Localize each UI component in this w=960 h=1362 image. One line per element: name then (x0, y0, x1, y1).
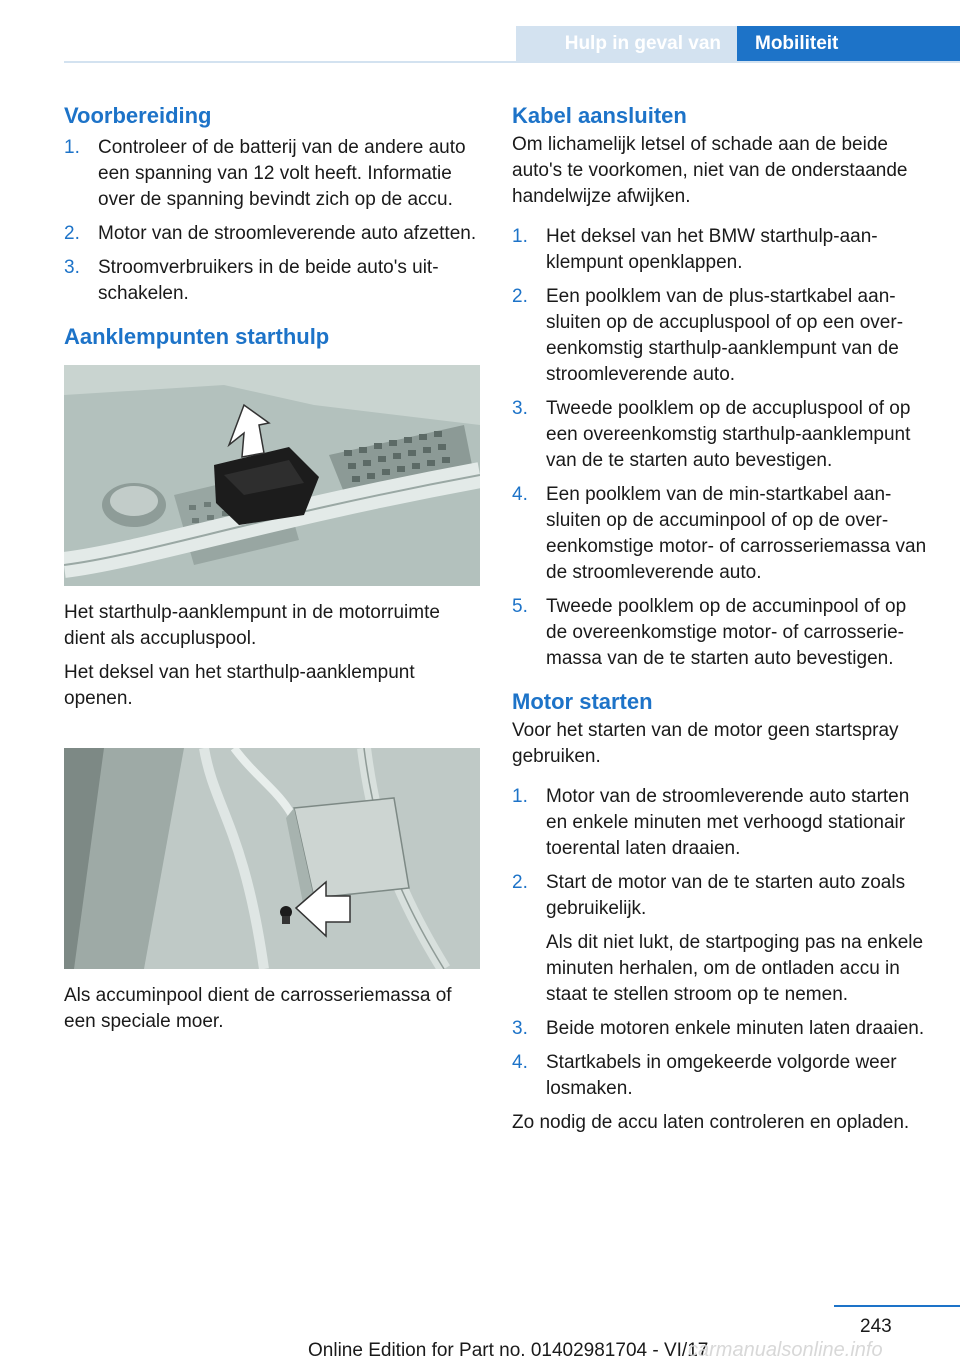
ground-point-illustration (64, 748, 480, 969)
step-number: 3. (512, 1018, 528, 1039)
header-rule (64, 61, 960, 63)
list-item (512, 870, 932, 1008)
step-text: Een poolklem van de plus-startkabel aansluiten op de accupluspool of op een overeenkomstig starthulp-aanklempunt van de stroomleverende auto. (546, 286, 904, 385)
page-number: 243 (860, 1316, 892, 1337)
step-number: 3. (512, 398, 528, 419)
start-heading: Motor starten (512, 689, 653, 714)
list-item (512, 594, 932, 672)
chapter-tab: Mobiliteit (737, 26, 960, 62)
points-heading: Aanklempunten starthulp (64, 324, 330, 349)
list-item (64, 135, 482, 213)
step-number: 2. (512, 286, 528, 307)
section-tab: Hulp in geval van pech (516, 26, 737, 62)
prep-heading: Voorbereiding (64, 103, 212, 128)
footer-rule (834, 1305, 960, 1307)
list-item (512, 1050, 932, 1102)
step-text: Motor van de stroomleverende auto starten en enkele minuten met verhoogd stationair toerental laten draaien. (546, 786, 910, 859)
list-item (64, 255, 482, 307)
fig1-caption-2: Het deksel van het starthulp-aanklempunt openen. (64, 662, 415, 709)
step-text: Beide motoren enkele minuten laten draaien. (546, 1018, 925, 1039)
step-number: 2. (512, 872, 528, 893)
cable-steps (512, 224, 932, 672)
step-text: Stroomverbruikers in de beide auto's uitschakelen. (98, 257, 439, 304)
start-intro: Voor het starten van de motor geen startspray gebruiken. (512, 720, 899, 767)
step-number: 3. (64, 257, 80, 278)
step-text: Motor van de stroomleverende auto afzetten. (98, 223, 477, 244)
list-item (512, 284, 932, 388)
step-text: Het deksel van het BMW starthulp-aanklempunt openklappen. (546, 226, 878, 273)
list-item (512, 482, 932, 586)
step-text: Start de motor van de te starten auto zoals gebruikelijk. (546, 872, 906, 919)
step-text: Tweede poolklem op de accuminpool of op de overeenkomstige motor- of carrosseriemassa van de te starten auto bevestigen. (546, 596, 907, 669)
figure-ground-point (64, 748, 480, 969)
left-column (64, 100, 482, 1043)
step-number: 2. (64, 223, 80, 244)
right-column (512, 100, 932, 1144)
step-text: Een poolklem van de min-startkabel aansluiten op de accuminpool of op de overeenkomstige motor- of carrosseriemassa van de stroomleverende auto. (546, 484, 927, 583)
list-item (512, 224, 932, 276)
start-steps (512, 784, 932, 1102)
edition-footer: Online Edition for Part no. 01402981704 - VI/17 (308, 1340, 709, 1361)
step-text: Startkabels in omgekeerde volgorde weer losmaken. (546, 1052, 897, 1099)
step-text: Controleer of de batterij van de andere auto een spanning van 12 volt heeft. Informatie over de spanning bevindt zich op de accu. (98, 137, 466, 210)
list-item (512, 396, 932, 474)
watermark: carmanualsonline.info (688, 1339, 883, 1361)
cable-heading: Kabel aansluiten (512, 103, 687, 128)
step-number: 4. (512, 1052, 528, 1073)
step-number: 1. (64, 137, 80, 158)
figure-jump-start-terminal (64, 365, 480, 586)
header-tabs (516, 26, 960, 90)
step-subparagraph: Als dit niet lukt, de startpoging pas na enkele minuten herhalen, om de ontladen accu in staat te stellen stroom op te nemen. (546, 932, 924, 1005)
step-number: 1. (512, 226, 528, 247)
fig1-caption-1: Het starthulp-aanklempunt in de motorruimte dient als accupluspool. (64, 602, 440, 649)
list-item (64, 221, 482, 247)
fig2-caption: Als accuminpool dient de carrosseriemassa of een speciale moer. (64, 985, 452, 1032)
step-number: 1. (512, 786, 528, 807)
list-item (512, 1016, 932, 1042)
step-text: Tweede poolklem op de accupluspool of op een overeenkomstig starthulp-aanklempunt van de te starten auto bevestigen. (546, 398, 911, 471)
closing-text: Zo nodig de accu laten controleren en opladen. (512, 1112, 910, 1133)
engine-bay-illustration (64, 365, 480, 586)
cable-intro: Om lichamelijk letsel of schade aan de beide auto's te voorkomen, niet van de onderstaande handelwijze afwijken. (512, 134, 908, 207)
step-number: 5. (512, 596, 528, 617)
step-number: 4. (512, 484, 528, 505)
prep-steps (64, 135, 482, 307)
list-item (512, 784, 932, 862)
